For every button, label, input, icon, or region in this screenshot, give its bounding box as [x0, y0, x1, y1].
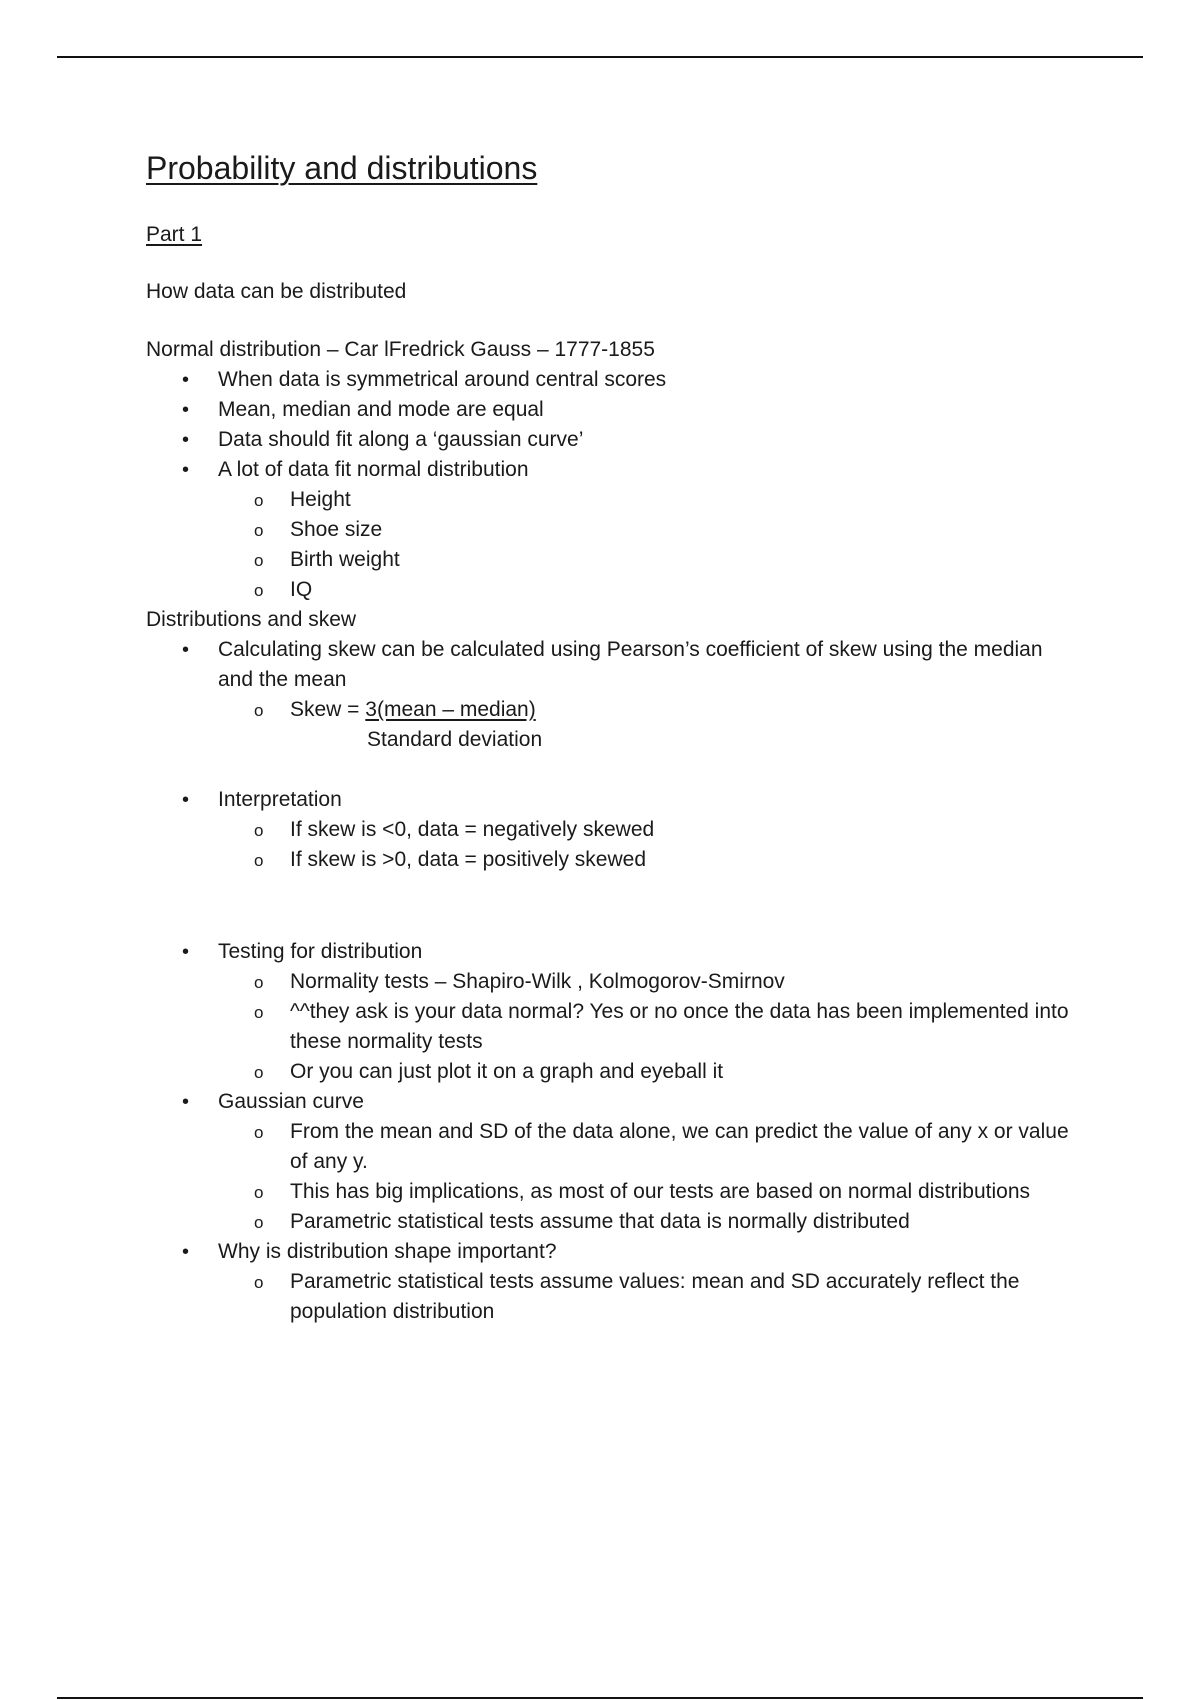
examples-sublist — [218, 485, 1076, 605]
skew-heading: Distributions and skew — [146, 608, 357, 631]
list-item: o Parametric statistical tests assume that data is normally distributed — [218, 1207, 1076, 1237]
bullet-icon: • — [182, 639, 190, 661]
circle-bullet-icon: o — [254, 973, 264, 992]
list-item: o Height — [218, 485, 1076, 515]
bullet-icon: • — [182, 459, 190, 481]
formula-numerator: 3(mean – median) — [365, 698, 536, 721]
list-item: o Birth weight — [218, 545, 1076, 575]
circle-bullet-icon: o — [254, 1213, 264, 1232]
list-item: o If skew is >0, data = positively skewed — [218, 845, 1076, 875]
circle-bullet-icon: o — [254, 1063, 264, 1082]
list-item: o If skew is <0, data = negatively skewed — [218, 815, 1076, 845]
circle-bullet-icon: o — [254, 1003, 264, 1022]
page-title: Probability and distributions — [146, 150, 538, 186]
formula-item — [218, 695, 1076, 755]
list-item: o Shoe size — [218, 515, 1076, 545]
formula-sublist — [218, 695, 1076, 755]
circle-bullet-icon: o — [254, 491, 264, 510]
bullet-icon: • — [182, 369, 190, 391]
circle-bullet-icon: o — [254, 851, 264, 870]
list-item: o From the mean and SD of the data alone, we can predict the value of any x or value of any y. — [254, 1120, 1069, 1173]
list-item: • Calculating skew can be calculated using Pearson’s coefficient of skew using the median and the mean o Skew = 3(mean – median) Standard deviation — [146, 635, 1076, 755]
document-page — [146, 146, 1076, 1327]
bullet-icon: • — [182, 1091, 190, 1113]
circle-bullet-icon: o — [254, 1273, 264, 1292]
header-rule — [57, 56, 1143, 58]
list-item: • A lot of data fit normal distribution o Height o Shoe size o Birth weight o IQ — [146, 455, 1076, 605]
list-item: • Testing for distribution o Normality tests – Shapiro-Wilk , Kolmogorov-Smirnov o ^^they ask is your data normal? Yes or no once the data has been implemented into these normality tests o Or you can just plot it on a graph and eyeball it — [146, 937, 1076, 1087]
intro-text: How data can be distributed — [146, 280, 407, 303]
list-item: • Data should fit along a ‘gaussian curve’ — [146, 425, 1076, 455]
formula-label: Skew = — [290, 698, 366, 721]
list-item: o Parametric statistical tests assume values: mean and SD accurately reflect the population distribution — [254, 1270, 1020, 1323]
bullet-icon: • — [182, 1241, 190, 1263]
list-item: o ^^they ask is your data normal? Yes or no once the data has been implemented into these normality tests — [254, 1000, 1069, 1053]
list-item: o This has big implications, as most of our tests are based on normal distributions — [218, 1177, 1076, 1207]
circle-bullet-icon: o — [254, 1183, 264, 1202]
part-heading: Part 1 — [146, 223, 203, 246]
list-item: • Why is distribution shape important? o Parametric statistical tests assume values: mean and SD accurately reflect the population distribution — [146, 1237, 1076, 1327]
why-sublist — [218, 1267, 1076, 1327]
testing-sublist — [218, 967, 1076, 1087]
list-item: o IQ — [218, 575, 1076, 605]
interpretation-sublist — [218, 815, 1076, 875]
list-item: • When data is symmetrical around central scores — [146, 365, 1076, 395]
bullet-icon: • — [182, 399, 190, 421]
skew-bullet-list — [146, 635, 1076, 1327]
circle-bullet-icon: o — [254, 701, 264, 720]
circle-bullet-icon: o — [254, 581, 264, 600]
list-item: o Normality tests – Shapiro-Wilk , Kolmogorov-Smirnov — [218, 967, 1076, 997]
circle-bullet-icon: o — [254, 821, 264, 840]
bullet-icon: • — [182, 789, 190, 811]
circle-bullet-icon: o — [254, 1123, 264, 1142]
circle-bullet-icon: o — [254, 551, 264, 570]
bullet-icon: • — [182, 941, 190, 963]
footer-rule — [57, 1697, 1143, 1699]
list-item: • Gaussian curve o From the mean and SD of the data alone, we can predict the value of any x or value of any y. o This has big implications, as most of our tests are based on normal distributions o Parametric statistical tests assume that data is normally distributed — [146, 1087, 1076, 1237]
formula-denominator: Standard deviation — [367, 728, 543, 751]
normal-bullet-list — [146, 365, 1076, 605]
bullet-icon: • — [182, 429, 190, 451]
circle-bullet-icon: o — [254, 521, 264, 540]
list-item: o Or you can just plot it on a graph and eyeball it — [218, 1057, 1076, 1087]
gaussian-sublist — [218, 1117, 1076, 1237]
list-item: • Mean, median and mode are equal — [146, 395, 1076, 425]
normal-distribution-heading: Normal distribution – Car lFredrick Gauss – 1777-1855 — [146, 338, 655, 361]
list-item: • Interpretation o If skew is <0, data = negatively skewed o If skew is >0, data = positively skewed — [146, 785, 1076, 875]
